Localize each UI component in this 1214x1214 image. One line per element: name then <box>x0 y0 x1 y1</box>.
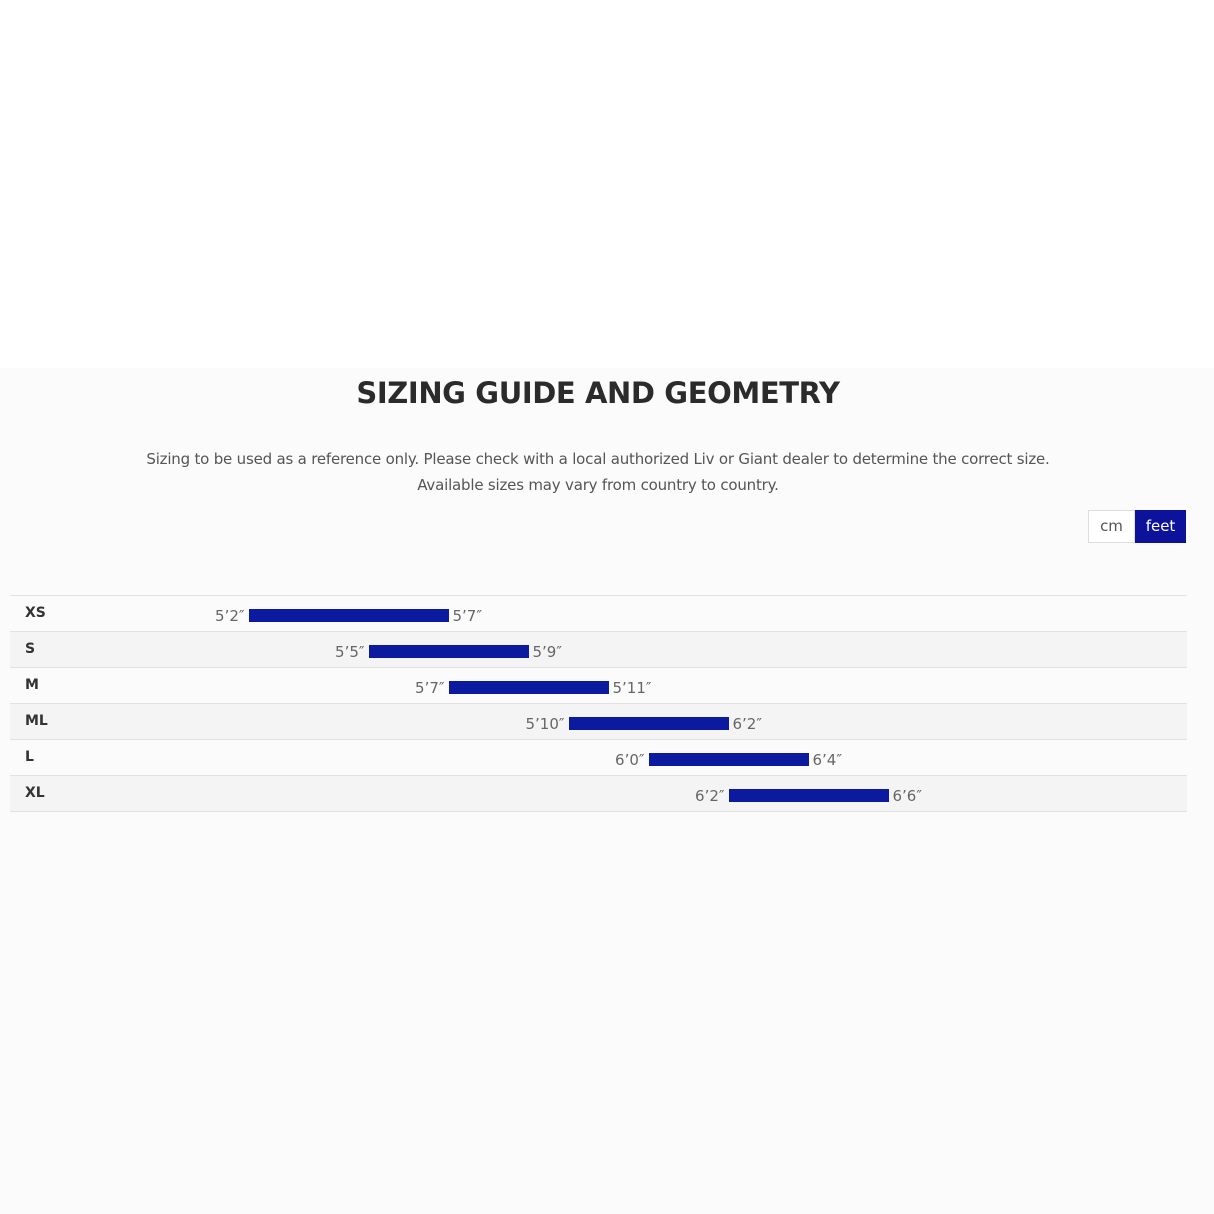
height-range-bar <box>729 789 889 802</box>
page-title: SIZING GUIDE AND GEOMETRY <box>356 376 840 410</box>
size-row-xl <box>10 776 1187 812</box>
min-height-label: 5’2″ <box>215 607 245 625</box>
height-range-bar <box>249 609 449 622</box>
size-label: M <box>25 677 39 693</box>
max-height-label: 5’9″ <box>532 643 562 661</box>
height-range-bar <box>369 645 529 658</box>
min-height-label: 5’5″ <box>335 643 365 661</box>
height-range-bar <box>449 681 609 694</box>
height-range-bar <box>569 717 729 730</box>
min-height-label: 6’0″ <box>615 751 645 769</box>
max-height-label: 6’2″ <box>732 715 762 733</box>
max-height-label: 6’6″ <box>892 787 922 805</box>
description-line-2: Available sizes may vary from country to country. <box>417 476 779 494</box>
size-chart <box>10 595 1187 812</box>
max-height-label: 6’4″ <box>812 751 842 769</box>
max-height-label: 5’7″ <box>452 607 482 625</box>
size-row-l <box>10 740 1187 776</box>
size-row-xs <box>10 596 1187 632</box>
unit-cm-button[interactable]: cm <box>1088 510 1135 543</box>
size-row-ml <box>10 704 1187 740</box>
size-label: S <box>25 641 36 657</box>
min-height-label: 5’10″ <box>525 715 565 733</box>
unit-toggle <box>1088 510 1186 543</box>
max-height-label: 5’11″ <box>612 679 652 697</box>
size-label: XL <box>25 785 45 801</box>
description-line-1: Sizing to be used as a reference only. Please check with a local authorized Liv or Giant dealer to determine the correct size. <box>146 450 1050 468</box>
size-label: ML <box>25 713 48 729</box>
min-height-label: 6’2″ <box>695 787 725 805</box>
size-row-m <box>10 668 1187 704</box>
sizing-description <box>0 446 1196 498</box>
unit-feet-button[interactable]: feet <box>1135 510 1186 543</box>
size-row-s <box>10 632 1187 668</box>
min-height-label: 5’7″ <box>415 679 445 697</box>
size-label: L <box>25 749 34 765</box>
size-label: XS <box>25 605 46 621</box>
height-range-bar <box>649 753 809 766</box>
